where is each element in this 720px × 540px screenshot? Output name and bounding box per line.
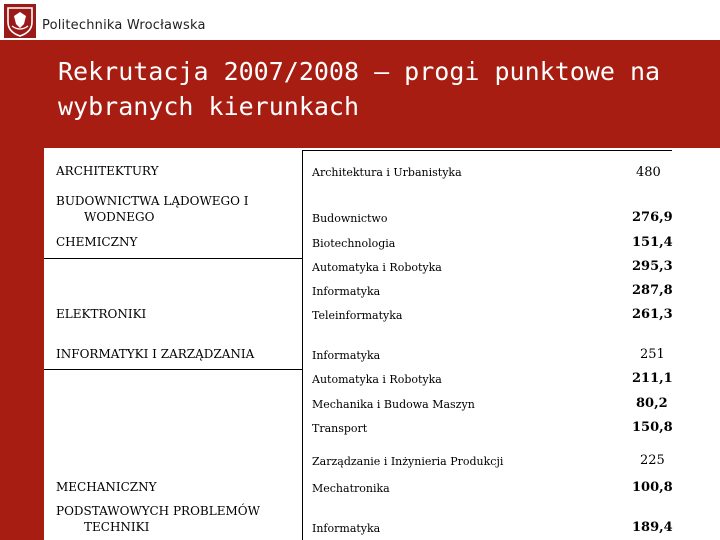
faculty-label: PODSTAWOWYCH PROBLEMÓW — [56, 504, 260, 518]
brand-name: Politechnika Wrocławska — [42, 18, 206, 33]
score-value: 80,2 — [636, 396, 668, 411]
group-divider — [44, 258, 302, 259]
group-divider — [44, 369, 302, 370]
slide-title — [58, 54, 708, 124]
table-left-line — [302, 150, 303, 540]
program-label: Mechanika i Budowa Maszyn — [312, 398, 475, 411]
program-label: Teleinformatyka — [312, 309, 403, 322]
faculty-label: INFORMATYKI I ZARZĄDZANIA — [56, 347, 255, 361]
score-value: 295,3 — [632, 259, 673, 274]
program-label: Biotechnologia — [312, 237, 396, 250]
score-value: 287,8 — [632, 283, 673, 298]
program-label: Budownictwo — [312, 212, 388, 225]
faculty-label: ELEKTRONIKI — [56, 307, 147, 321]
slide-title-line-1: Rekrutacja 2007/2008 – progi punktowe na — [58, 57, 661, 86]
university-crest-icon — [4, 4, 36, 38]
score-value: 100,8 — [632, 480, 673, 495]
score-value: 251 — [640, 347, 665, 362]
program-label: Informatyka — [312, 285, 381, 298]
table-top-line — [302, 150, 672, 151]
top-bar — [0, 0, 720, 40]
program-label: Architektura i Urbanistyka — [312, 166, 462, 179]
faculty-label: CHEMICZNY — [56, 235, 138, 249]
title-area — [44, 40, 720, 140]
slide-title-line-2: wybranych kierunkach — [58, 92, 360, 121]
score-value: 211,1 — [632, 371, 673, 386]
score-value: 151,4 — [632, 235, 673, 250]
score-value: 276,9 — [632, 210, 673, 225]
score-value: 480 — [636, 165, 661, 180]
program-label: Automatyka i Robotyka — [312, 373, 442, 386]
program-label: Zarządzanie i Inżynieria Produkcji — [312, 455, 504, 468]
program-label: Automatyka i Robotyka — [312, 261, 442, 274]
score-value: 225 — [640, 453, 665, 468]
score-value: 150,8 — [632, 420, 673, 435]
faculty-label-continued: TECHNIKI — [84, 520, 150, 534]
table-panel — [44, 148, 720, 540]
faculty-label: BUDOWNICTWA LĄDOWEGO I — [56, 194, 249, 208]
faculty-label-continued: WODNEGO — [84, 210, 155, 224]
program-label: Informatyka — [312, 522, 381, 535]
program-label: Transport — [312, 422, 368, 435]
faculty-label: MECHANICZNY — [56, 480, 157, 494]
program-label: Mechatronika — [312, 482, 390, 495]
score-value: 189,4 — [632, 520, 673, 535]
faculty-label: ARCHITEKTURY — [56, 164, 159, 178]
score-value: 261,3 — [632, 307, 673, 322]
program-label: Informatyka — [312, 349, 381, 362]
